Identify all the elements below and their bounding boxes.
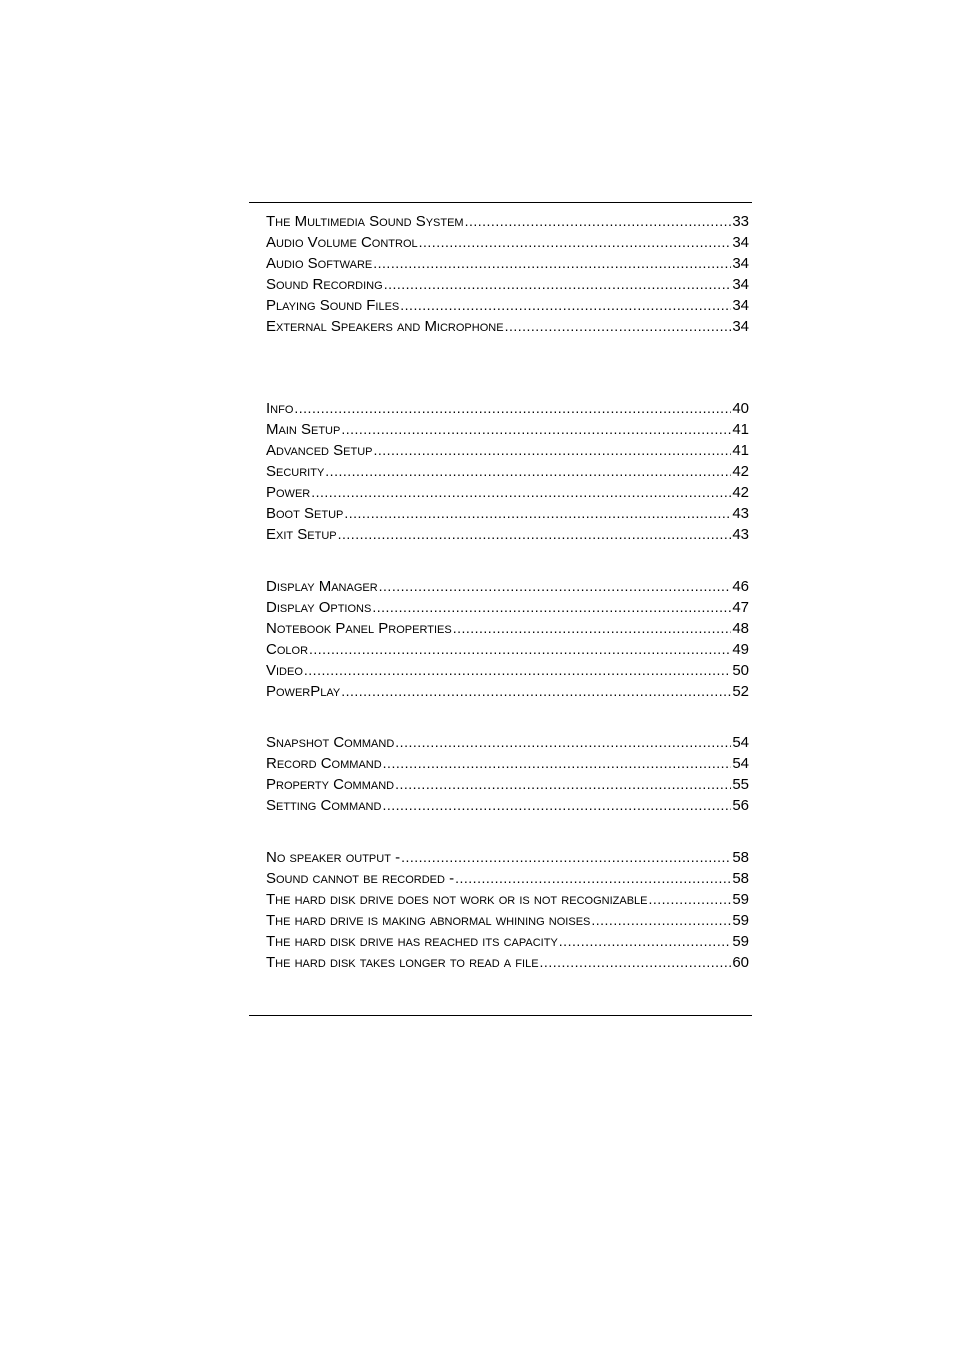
toc-entry[interactable] [266, 576, 749, 597]
toc-entry-page: 46 [732, 578, 749, 595]
toc-entry-title: Boot Setup [266, 505, 344, 522]
toc-entry-page: 40 [732, 400, 749, 417]
toc-entry[interactable] [266, 274, 749, 295]
toc-leader-dots [505, 316, 732, 337]
toc-entry-page: 58 [732, 849, 749, 866]
toc-entry-title: The hard disk takes longer to read a file [266, 954, 539, 971]
toc-leader-dots [455, 868, 731, 889]
toc-entry-title: Sound cannot be recorded - [266, 870, 455, 887]
toc-entry-title: Video [266, 662, 303, 679]
toc-entry[interactable] [266, 232, 749, 253]
toc-leader-dots [309, 639, 731, 660]
toc-entry-title: Main Setup [266, 421, 341, 438]
toc-entry-page: 54 [732, 734, 749, 751]
toc-leader-dots [559, 931, 732, 952]
toc-entry[interactable] [266, 931, 749, 952]
toc-entry[interactable] [266, 461, 749, 482]
toc-entry-page: 34 [732, 318, 749, 335]
toc-entry[interactable] [266, 681, 749, 702]
toc-entry-title: Snapshot Command [266, 734, 395, 751]
toc-leader-dots [311, 482, 731, 503]
toc-entry[interactable] [266, 795, 749, 816]
toc-entry[interactable] [266, 440, 749, 461]
toc-leader-dots [373, 253, 731, 274]
toc-entry[interactable] [266, 503, 749, 524]
top-rule [249, 202, 752, 203]
toc-entry-page: 49 [732, 641, 749, 658]
toc-section-commands [266, 732, 749, 816]
toc-entry[interactable] [266, 253, 749, 274]
toc-leader-dots [382, 795, 731, 816]
toc-entry-page: 43 [732, 526, 749, 543]
toc-entry[interactable] [266, 597, 749, 618]
toc-entry-title: Display Manager [266, 578, 378, 595]
toc-entry-title: Exit Setup [266, 526, 337, 543]
toc-entry[interactable] [266, 524, 749, 545]
toc-entry-title: PowerPlay [266, 683, 341, 700]
toc-entry-page: 54 [732, 755, 749, 772]
toc-entry[interactable] [266, 398, 749, 419]
toc-entry-title: Notebook Panel Properties [266, 620, 452, 637]
toc-section-display [266, 576, 749, 702]
toc-entry-title: No speaker output - [266, 849, 401, 866]
toc-entry[interactable] [266, 295, 749, 316]
toc-entry-title: The hard drive is making abnormal whining noises [266, 912, 591, 929]
toc-entry[interactable] [266, 419, 749, 440]
toc-entry[interactable] [266, 732, 749, 753]
toc-entry-title: Info [266, 400, 294, 417]
toc-leader-dots [325, 461, 731, 482]
toc-entry-page: 56 [732, 797, 749, 814]
toc-entry-page: 60 [732, 954, 749, 971]
toc-leader-dots [344, 503, 731, 524]
toc-entry[interactable] [266, 952, 749, 973]
toc-entry-title: Security [266, 463, 325, 480]
toc-entry-page: 58 [732, 870, 749, 887]
toc-entry[interactable] [266, 639, 749, 660]
toc-leader-dots [649, 889, 732, 910]
toc-entry-title: External Speakers and Microphone [266, 318, 504, 335]
toc-entry[interactable] [266, 910, 749, 931]
toc-leader-dots [338, 524, 732, 545]
toc-entry-page: 59 [732, 912, 749, 929]
toc-entry-page: 59 [732, 891, 749, 908]
toc-entry-title: Audio Volume Control [266, 234, 418, 251]
toc-entry-page: 43 [732, 505, 749, 522]
toc-entry-title: Display Options [266, 599, 372, 616]
toc-entry-title: Sound Recording [266, 276, 383, 293]
toc-leader-dots [395, 774, 731, 795]
toc-leader-dots [465, 211, 732, 232]
toc-entry-title: The hard disk drive does not work or is not recognizable [266, 891, 648, 908]
toc-entry-page: 34 [732, 297, 749, 314]
toc-leader-dots [372, 597, 731, 618]
toc-leader-dots [384, 274, 732, 295]
toc-entry[interactable] [266, 316, 749, 337]
toc-entry-title: Playing Sound Files [266, 297, 400, 314]
toc-section-sound [266, 211, 749, 337]
toc-entry-page: 42 [732, 463, 749, 480]
toc-entry-page: 34 [732, 234, 749, 251]
toc-entry-page: 48 [732, 620, 749, 637]
toc-leader-dots [419, 232, 732, 253]
toc-entry[interactable] [266, 211, 749, 232]
toc-leader-dots [373, 440, 731, 461]
toc-entry[interactable] [266, 868, 749, 889]
toc-entry-page: 34 [732, 255, 749, 272]
toc-entry-page: 47 [732, 599, 749, 616]
toc-leader-dots [453, 618, 732, 639]
toc-entry-title: Setting Command [266, 797, 382, 814]
toc-entry-page: 42 [732, 484, 749, 501]
toc-entry-page: 55 [732, 776, 749, 793]
toc-leader-dots [379, 576, 732, 597]
toc-entry-page: 34 [732, 276, 749, 293]
toc-leader-dots [591, 910, 731, 931]
toc-leader-dots [341, 681, 731, 702]
toc-leader-dots [294, 398, 731, 419]
toc-leader-dots [341, 419, 731, 440]
toc-entry[interactable] [266, 847, 749, 868]
toc-leader-dots [540, 952, 732, 973]
toc-entry-title: Record Command [266, 755, 382, 772]
toc-entry-page: 52 [732, 683, 749, 700]
toc-entry-title: The hard disk drive has reached its capacity [266, 933, 558, 950]
toc-entry[interactable] [266, 889, 749, 910]
toc-leader-dots [383, 753, 732, 774]
toc-entry-page: 41 [732, 442, 749, 459]
toc-entry-page: 59 [732, 933, 749, 950]
toc-leader-dots [400, 295, 731, 316]
bottom-rule [249, 1015, 752, 1016]
toc-leader-dots [304, 660, 731, 681]
toc-leader-dots [395, 732, 731, 753]
toc-entry[interactable] [266, 618, 749, 639]
toc-entry-title: Property Command [266, 776, 395, 793]
toc-entry-title: Advanced Setup [266, 442, 373, 459]
toc-entry[interactable] [266, 774, 749, 795]
toc-entry[interactable] [266, 482, 749, 503]
toc-entry-title: Power [266, 484, 311, 501]
toc-entry-page: 41 [732, 421, 749, 438]
toc-leader-dots [401, 847, 731, 868]
toc-entry-title: Color [266, 641, 309, 658]
toc-entry[interactable] [266, 753, 749, 774]
toc-entry-title: Audio Software [266, 255, 373, 272]
toc-entry-page: 50 [732, 662, 749, 679]
toc-section-bios [266, 398, 749, 545]
toc-entry-page: 33 [732, 213, 749, 230]
toc-entry[interactable] [266, 660, 749, 681]
toc-section-troubleshooting [266, 847, 749, 973]
toc-entry-title: The Multimedia Sound System [266, 213, 464, 230]
